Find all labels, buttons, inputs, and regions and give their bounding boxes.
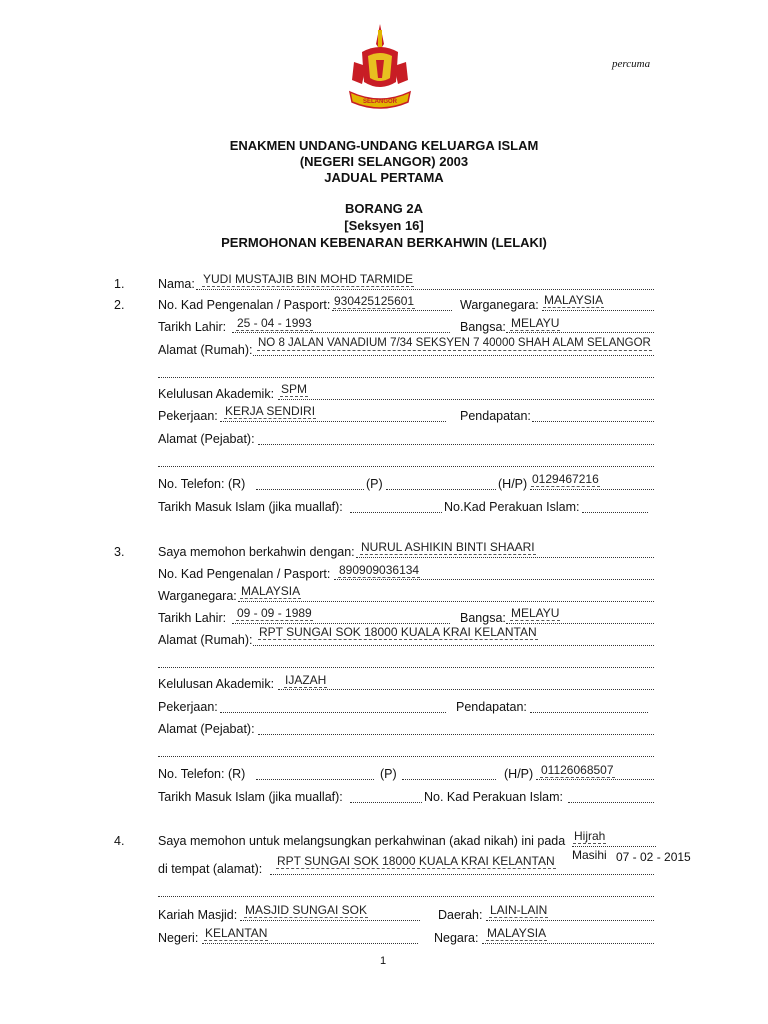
tempat-field[interactable]: RPT SUNGAI SOK 18000 KUALA KRAI KELANTAN [277,854,555,868]
tarikh-lahir-label-2: Tarikh Lahir: [158,611,227,625]
alamat-rumah-label: Alamat (Rumah): [158,343,253,357]
warganegara-label: Warganegara: [460,298,539,312]
kelulusan-label: Kelulusan Akademik: [158,387,275,401]
form-subtitle: PERMOHONAN KEBENARAN BERKAHWIN (LELAKI) [221,235,547,250]
title-line-1: ENAKMEN UNDANG-UNDANG KELUARGA ISLAM [229,138,539,153]
dengan-label: Saya memohon berkahwin dengan: [158,545,355,559]
bangsa-field[interactable]: MELAYU [511,316,560,330]
alamat-rumah-label-2: Alamat (Rumah): [158,633,253,647]
kelulusan-field[interactable]: SPM [281,382,308,396]
ic-label: No. Kad Pengenalan / Pasport: [158,298,331,312]
daerah-label: Daerah: [438,908,483,922]
alamat-rumah-field-2[interactable]: RPT SUNGAI SOK 18000 KUALA KRAI KELANTAN [259,625,537,639]
warganegara-field[interactable]: MALAYSIA [544,293,604,307]
tarikh-lahir-field-2[interactable]: 09 - 09 - 1989 [237,606,312,620]
perakuan-label-2: No. Kad Perakuan Islam: [424,790,563,804]
form-section: [Seksyen 16] [344,218,424,233]
nama-field[interactable]: YUDI MUSTAJIB BIN MOHD TARMIDE [203,272,414,286]
telefon-p-label: (P) [366,477,383,491]
pekerjaan-label-2: Pekerjaan: [158,700,218,714]
tarikh-lahir-field[interactable]: 25 - 04 - 1993 [237,316,312,330]
form-title: BORANG 2A [344,201,423,216]
kelulusan-label-2: Kelulusan Akademik: [158,677,275,691]
telefon-hp-field[interactable]: 0129467216 [532,472,599,486]
telefon-hp-label-2: (H/P) [504,767,534,781]
masihi-label: Masihi [572,848,607,862]
warganegara-label-2: Warganegara: [158,589,237,603]
perakuan-label: No.Kad Perakuan Islam: [444,500,580,514]
negeri-label: Negeri: [158,931,199,945]
hijrah-field[interactable]: Hijrah [574,829,606,843]
kariah-field[interactable]: MASJID SUNGAI SOK [245,903,368,917]
ic-field[interactable]: 930425125601 [334,294,415,308]
dengan-field[interactable]: NURUL ASHIKIN BINTI SHAARI [361,540,535,554]
pendapatan-label: Pendapatan: [460,409,531,423]
bangsa-label-2: Bangsa: [460,611,506,625]
telefon-hp-label: (H/P) [498,477,528,491]
bangsa-label: Bangsa: [460,320,506,334]
title-line-2: (NEGERI SELANGOR) 2003 [299,154,469,169]
kelulusan-field-2[interactable]: IJAZAH [285,673,327,687]
negara-label: Negara: [434,931,479,945]
telefon-hp-field-2[interactable]: 01126068507 [541,763,614,777]
ic-label-2: No. Kad Pengenalan / Pasport: [158,567,331,581]
negara-field[interactable]: MALAYSIA [487,926,547,940]
pekerjaan-label: Pekerjaan: [158,409,218,423]
tarikh-islam-label-2: Tarikh Masuk Islam (jika muallaf): [158,790,343,804]
telefon-label: No. Telefon: (R) [158,477,246,491]
kariah-label: Kariah Masjid: [158,908,238,922]
page-number: 1 [380,955,387,967]
bangsa-field-2[interactable]: MELAYU [511,606,560,620]
pekerjaan-field[interactable]: KERJA SENDIRI [225,404,316,418]
item-number-4: 4. [114,834,125,848]
item-number-1: 1. [114,277,125,291]
item-number-3: 3. [114,545,125,559]
title-line-3: JADUAL PERTAMA [324,170,444,185]
telefon-label-2: No. Telefon: (R) [158,767,246,781]
daerah-field[interactable]: LAIN-LAIN [490,903,548,917]
pendapatan-label-2: Pendapatan: [456,700,527,714]
akad-label: Saya memohon untuk melangsungkan perkahwinan (akad nikah) ini pada [158,834,566,848]
selangor-crest-icon [340,22,420,114]
tarikh-lahir-label: Tarikh Lahir: [158,320,227,334]
crest-text: SELANGOR [362,99,398,105]
warganegara-field-2[interactable]: MALAYSIA [241,584,301,598]
item-number-2: 2. [114,298,125,312]
ic-field-2[interactable]: 890909036134 [339,563,420,577]
telefon-p-label-2: (P) [380,767,397,781]
nama-label: Nama: [158,277,195,291]
tempat-label: di tempat (alamat): [158,862,263,876]
alamat-pejabat-label: Alamat (Pejabat): [158,432,255,446]
alamat-pejabat-label-2: Alamat (Pejabat): [158,722,255,736]
alamat-rumah-field[interactable]: NO 8 JALAN VANADIUM 7/34 SEKSYEN 7 40000 SHAH ALAM SELANGOR [258,337,651,349]
masihi-date-field[interactable]: 07 - 02 - 2015 [616,850,691,864]
negeri-field[interactable]: KELANTAN [205,926,268,940]
tarikh-islam-label: Tarikh Masuk Islam (jika muallaf): [158,500,343,514]
corner-note: percuma [612,58,651,70]
